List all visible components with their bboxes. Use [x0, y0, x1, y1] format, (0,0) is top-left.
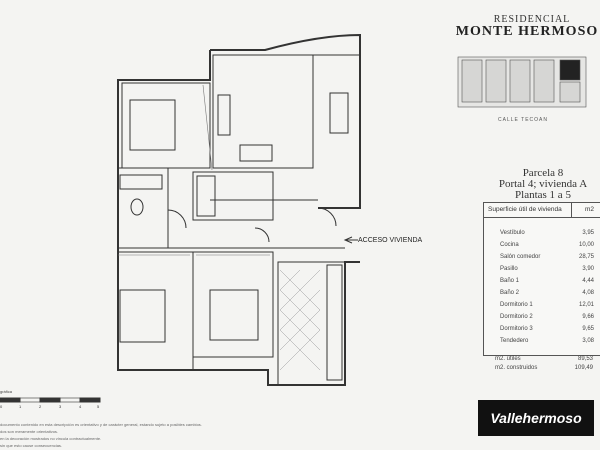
residential-label: RESIDENCIAL: [493, 14, 571, 25]
room-name: Tendedero: [500, 338, 529, 344]
total-value: 109,49: [574, 365, 593, 371]
table-row: [484, 326, 600, 336]
room-name: Salón comedor: [500, 254, 541, 260]
surface-totals: [483, 356, 599, 374]
table-row: [484, 278, 600, 288]
room-name: Dormitorio 3: [500, 326, 533, 332]
portal-label: Portal 4; vivienda A: [498, 178, 588, 190]
surface-table: [483, 202, 600, 356]
access-label: ACCESO VIVIENDA: [358, 237, 423, 244]
room-name: Dormitorio 2: [500, 314, 533, 320]
scale-tick: 2: [39, 404, 42, 409]
room-area: 3,95: [582, 230, 594, 236]
scale-label: gráfica: [0, 389, 13, 394]
scale-tick: 5: [97, 404, 100, 409]
scale-tick: 1: [19, 404, 22, 409]
table-header: [484, 203, 600, 218]
table-row: [484, 338, 600, 348]
disclaimer-note: documento contenido en esta descripción es orientativo y de carácter general, estando sujeto a posibles cambios.: [0, 422, 202, 427]
room-area: 10,00: [578, 242, 594, 248]
scale-tick: 4: [79, 404, 82, 409]
total-value: 89,53: [577, 356, 593, 362]
room-area: 3,08: [582, 338, 594, 344]
room-area: 9,65: [582, 326, 594, 332]
room-area: 9,66: [582, 314, 594, 320]
room-name: Cocina: [500, 242, 519, 248]
disclaimer-note: en la decoración mostrados no vincula contractualmente.: [0, 436, 102, 441]
room-name: Pasillo: [500, 266, 518, 272]
table-row: [484, 254, 600, 264]
brand-logo: Vallehermoso: [478, 400, 594, 436]
total-row: [483, 356, 599, 365]
table-header-unit: m2: [584, 206, 594, 213]
table-row: [484, 230, 600, 240]
table-row: [484, 266, 600, 276]
table-row: [484, 242, 600, 252]
disclaimer-note: dos son meramente orientativos.: [0, 429, 59, 434]
table-row: [484, 290, 600, 300]
room-name: Vestíbulo: [500, 230, 525, 236]
disclaimer-note: sin que esto cause consecuencias.: [0, 443, 63, 448]
total-label: m2. construidos: [495, 365, 538, 371]
scale-tick: 0: [0, 404, 3, 409]
room-area: 3,90: [582, 266, 594, 272]
parcela-label: Parcela 8: [522, 167, 564, 179]
room-area: 4,44: [582, 278, 594, 284]
room-name: Baño 1: [500, 278, 520, 284]
table-row: [484, 302, 600, 312]
project-name: MONTE HERMOSO: [455, 24, 599, 39]
room-area: 4,08: [582, 290, 594, 296]
total-label: m2. útiles: [495, 356, 521, 362]
table-header-label: Superficie útil de vivienda: [488, 206, 562, 213]
table-row: [484, 314, 600, 324]
room-area: 28,75: [578, 254, 594, 260]
room-area: 12,01: [578, 302, 594, 308]
street-label: CALLE TECOAN: [498, 117, 548, 123]
scale-tick: 3: [59, 404, 62, 409]
plantas-label: Plantas 1 a 5: [515, 189, 571, 201]
room-name: Dormitorio 1: [500, 302, 533, 308]
room-name: Baño 2: [500, 290, 520, 296]
total-row: [483, 365, 599, 374]
